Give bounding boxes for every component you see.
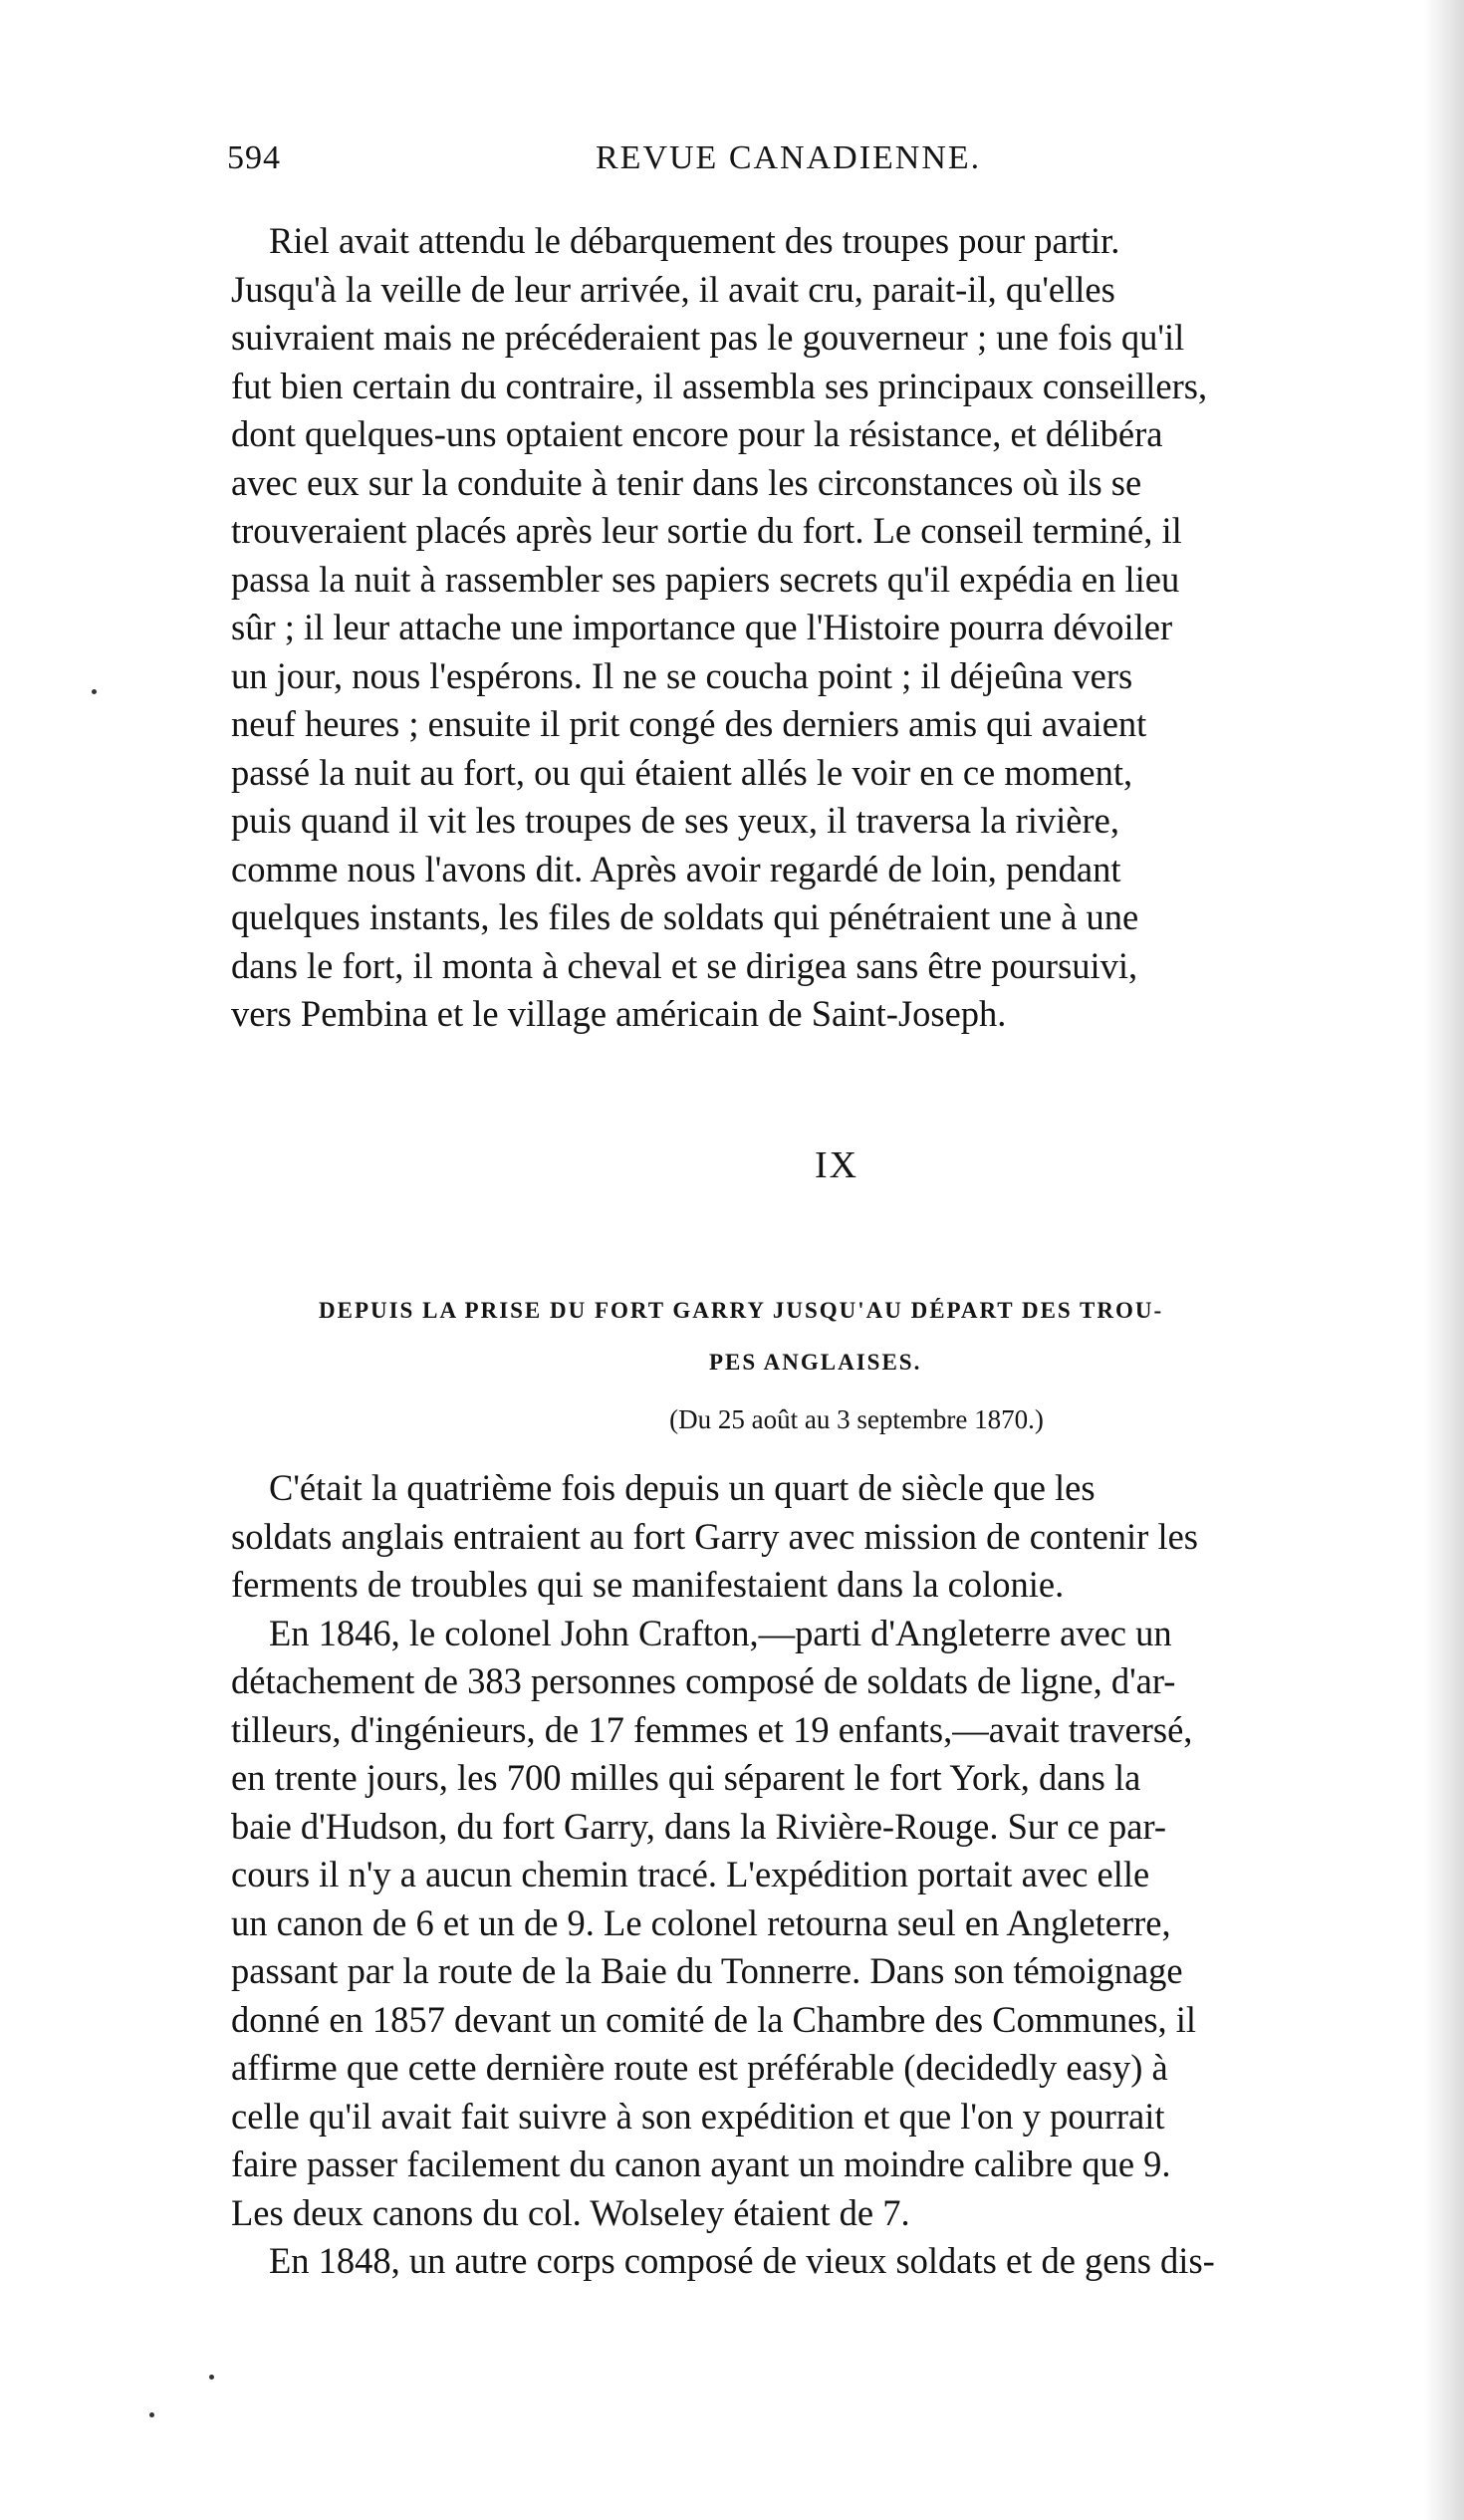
scan-speck xyxy=(92,689,97,694)
text-line: donné en 1857 devant un comité de la Chambre des Communes, il xyxy=(231,1998,1197,2040)
text-line: comme nous l'avons dit. Après avoir regardé de loin, pendant xyxy=(231,848,1121,889)
text-line: dans le fort, il monta à cheval et se dirigea sans être poursuivi, xyxy=(231,944,1138,986)
text-line: passé la nuit au fort, ou qui étaient allés le voir en ce moment, xyxy=(231,751,1133,793)
text-line: suivraient mais ne précéderaient pas le gouverneur ; une fois qu'il xyxy=(231,317,1185,358)
text-line: en trente jours, les 700 milles qui séparent le fort York, dans la xyxy=(231,1757,1141,1798)
text-line: affirme que cette dernière route est préférable (decidedly easy) à xyxy=(231,2047,1168,2088)
text-line: cours il n'y a aucun chemin tracé. L'expédition portait avec elle xyxy=(231,1854,1150,1894)
text-line: baie d'Hudson, du fort Garry, dans la Rivière-Rouge. Sur ce par- xyxy=(231,1805,1167,1847)
text-line: puis quand il vit les troupes de ses yeux, il traversa la rivière, xyxy=(231,800,1119,841)
page-number: 594 xyxy=(227,139,281,176)
text-line: avec eux sur la conduite à tenir dans les circonstances où ils se xyxy=(231,461,1142,503)
text-line: En 1846, le colonel John Crafton,—parti d'Angleterre avec un xyxy=(269,1612,1172,1653)
text-line: quelques instants, les files de soldats qui pénétraient une à une xyxy=(231,896,1139,937)
paragraph-riel-departure xyxy=(231,217,1406,1039)
scan-speck xyxy=(149,2412,154,2417)
page-edge-shadow xyxy=(1424,0,1464,2520)
text-line: En 1848, un autre corps composé de vieux soldats et de gens dis- xyxy=(269,2240,1215,2281)
text-line: détachement de 383 personnes composé de soldats de ligne, d'ar- xyxy=(231,1660,1176,1701)
text-line: un canon de 6 et un de 9. Le colonel retourna seul en Angleterre, xyxy=(231,1901,1171,1943)
text-line: Les deux canons du col. Wolseley étaient de 7. xyxy=(231,2191,910,2233)
text-line: celle qu'il avait fait suivre à son expédition et que l'on y pourrait xyxy=(231,2095,1165,2137)
text-line: faire passer facilement du canon ayant un moindre calibre que 9. xyxy=(231,2143,1171,2184)
chapter-number: IX xyxy=(814,1144,859,1186)
text-line: neuf heures ; ensuite il prit congé des derniers amis qui avaient xyxy=(231,703,1147,744)
chapter-title xyxy=(319,1285,1414,1388)
text-line: passant par la route de la Baie du Tonnerre. Dans son témoignage xyxy=(231,1950,1183,1991)
text-line: Riel avait attendu le débarquement des troupes pour partir. xyxy=(269,220,1120,261)
text-line: sûr ; il leur attache une importance que l'Histoire pourra dévoiler xyxy=(231,607,1173,647)
text-line: dont quelques-uns optaient encore pour la résistance, et délibéra xyxy=(231,413,1163,454)
chapter-title-line: DEPUIS LA PRISE DU FORT GARRY JUSQU'AU DÉPART DES TROU- xyxy=(319,1298,1164,1323)
text-line: passa la nuit à rassembler ses papiers secrets qu'il expédia en lieu xyxy=(231,558,1180,600)
paragraph-british-troops xyxy=(231,1464,1406,2286)
text-line: soldats anglais entraient au fort Garry avec mission de contenir les xyxy=(231,1515,1198,1557)
running-title: REVUE CANADIENNE. xyxy=(596,139,982,176)
chapter-title-line: PES ANGLAISES. xyxy=(709,1350,922,1375)
text-line: un jour, nous l'espérons. Il ne se coucha point ; il déjeûna vers xyxy=(231,654,1133,696)
text-line: trouveraient placés après leur sortie du fort. Le conseil terminé, il xyxy=(231,510,1182,551)
text-line: vers Pembina et le village américain de Saint-Joseph. xyxy=(231,993,1007,1034)
scan-speck xyxy=(209,2375,214,2380)
page-header xyxy=(227,139,1064,189)
text-line: Jusqu'à la veille de leur arrivée, il avait cru, parait-il, qu'elles xyxy=(231,268,1115,310)
text-line: tilleurs, d'ingénieurs, de 17 femmes et 19 enfants,—avait traversé, xyxy=(231,1708,1193,1750)
chapter-date-range: (Du 25 août au 3 septembre 1870.) xyxy=(669,1404,1044,1434)
text-line: C'était la quatrième fois depuis un quart de siècle que les xyxy=(269,1467,1096,1508)
text-line: ferments de troubles qui se manifestaient dans la colonie. xyxy=(231,1564,1065,1605)
text-line: fut bien certain du contraire, il assembla ses principaux conseillers, xyxy=(231,365,1208,406)
